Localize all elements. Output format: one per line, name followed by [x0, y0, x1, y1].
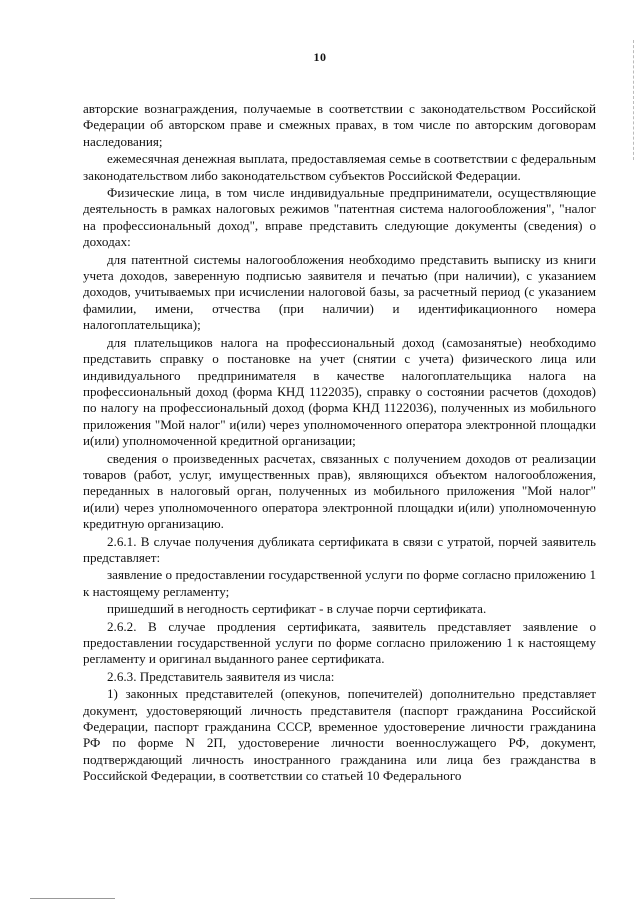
paragraph-legal-representatives: 1) законных представителей (опекунов, попечителей) дополнительно представляет документ, удостоверяющий личность представителя (паспорт гражданина Российской Федерации, паспорт гражданина СССР, временное удостоверение личности гражданина РФ по форме N 2П, удостоверение личности военнослужащего РФ, документ, подтверждающий личность иностранного гражданина или лица без гражданства в Российской Федерации, в соответствии со статьей 10 Федерального	[83, 686, 596, 784]
paragraph-application-form: заявление о предоставлении государственной услуги по форме согласно приложению 1 к настоящему регламенту;	[83, 567, 596, 599]
paragraph-2-6-3: 2.6.3. Представитель заявителя из числа:	[107, 668, 335, 684]
page-number: 10	[313, 50, 327, 64]
paragraph-damaged-certificate: пришедший в негодность сертификат - в случае порчи сертификата.	[107, 601, 487, 617]
document-body	[83, 101, 596, 785]
footer-rule	[30, 898, 115, 899]
paragraph-2-6-1: 2.6.1. В случае получения дубликата сертификата в связи с утратой, порчей заявитель представляет:	[83, 533, 596, 565]
paragraph-self-employed: для плательщиков налога на профессиональный доход (самозанятые) необходимо представить справку о постановке на учет (снятии с учета) физического лица или индивидуального предпринимателя в качестве налогоплательщика налога на профессиональный доход (форма КНД 1122035), справку о состоянии расчетов (доходов) по налогу на профессиональный доход (форма КНД 1122036), полученных из мобильного приложения "Мой налог" и(или) через уполномоченного оператора электронной площадки и(или) уполномоченной кредитной организации;	[83, 334, 596, 449]
paragraph-patent-system: для патентной системы налогообложения необходимо представить выписку из книги учета доходов, заверенную подписью заявителя и печатью (при наличии), с указанием доходов, учитываемых при исчислении налоговой базы, за расчетный период (с указанием фамилии, имени, отчества (при наличии) и идентификационного номера налогоплательщика);	[83, 251, 596, 333]
paragraph-monthly-payment: ежемесячная денежная выплата, предоставляемая семье в соответствии с федеральным законодательством либо законодательством субъектов Российской Федерации.	[83, 151, 596, 183]
paragraph-author-royalties: авторские вознаграждения, получаемые в соответствии с законодательством Российской Федерации об авторском праве и смежных правах, в том числе по авторским договорам наследования;	[83, 101, 596, 149]
scan-edge-mark	[631, 40, 634, 160]
paragraph-individuals: Физические лица, в том числе индивидуальные предприниматели, осуществляющие деятельность в рамках налоговых режимов "патентная система налогообложения", "налог на профессиональный доход", вправе представить следующие документы (сведения) о доходах:	[83, 185, 596, 250]
paragraph-2-6-2: 2.6.2. В случае продления сертификата, заявитель представляет заявление о предоставлении государственной услуги по форме согласно приложению 1 к настоящему регламенту и оригинал выданного ранее сертификата.	[83, 618, 596, 667]
paragraph-settlements-info: сведения о произведенных расчетах, связанных с получением доходов от реализации товаров (работ, услуг, имущественных прав), являющихся объектом налогообложения, переданных в налоговый орган, полученных из мобильного приложения "Мой налог" и(или) через уполномоченного оператора электронной площадки и(или) уполномоченную кредитную организацию.	[83, 450, 596, 532]
